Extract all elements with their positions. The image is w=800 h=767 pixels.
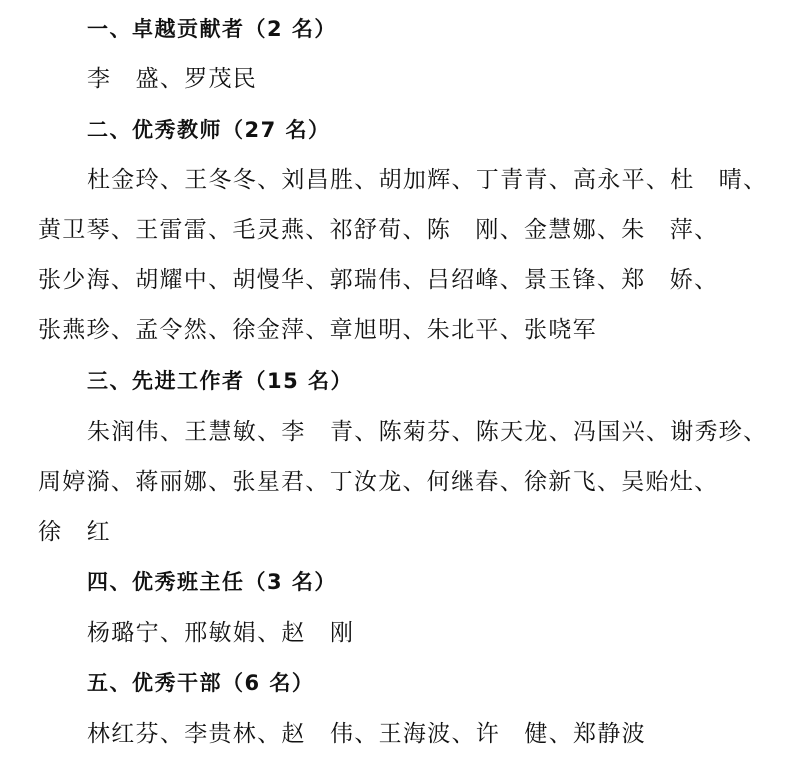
name-line: 林红芬、李贵林、赵 伟、王海波、许 健、郑静波 [87, 721, 646, 747]
name-line: 杨璐宁、邢敏娟、赵 刚 [87, 620, 355, 646]
name-line: 杜金玲、王冬冬、刘昌胜、胡加辉、丁青青、高永平、杜 晴、 [87, 167, 768, 193]
name-line: 周婷漪、蒋丽娜、张星君、丁汝龙、何继春、徐新飞、吴贻灶、 [38, 469, 719, 495]
section-heading-excellent-teachers: 二、优秀教师（27 名） [87, 118, 331, 142]
name-line: 李 盛、罗茂民 [87, 66, 258, 92]
section-heading-excellent-class-teachers: 四、优秀班主任（3 名） [87, 570, 337, 594]
name-line: 张燕珍、孟令然、徐金萍、章旭明、朱北平、张哓军 [38, 317, 597, 343]
section-heading-advanced-workers: 三、先进工作者（15 名） [87, 369, 354, 393]
section-heading-excellent-cadres: 五、优秀干部（6 名） [87, 671, 315, 695]
name-line: 黄卫琴、王雷雷、毛灵燕、祁舒荀、陈 刚、金慧娜、朱 萍、 [38, 217, 719, 243]
name-line: 朱润伟、王慧敏、李 青、陈菊芬、陈天龙、冯国兴、谢秀珍、 [87, 419, 768, 445]
name-line: 张少海、胡耀中、胡慢华、郭瑞伟、吕绍峰、景玉锋、郑 娇、 [38, 267, 719, 293]
section-heading-outstanding-contributors: 一、卓越贡献者（2 名） [87, 17, 337, 41]
name-line: 徐 红 [38, 519, 111, 545]
